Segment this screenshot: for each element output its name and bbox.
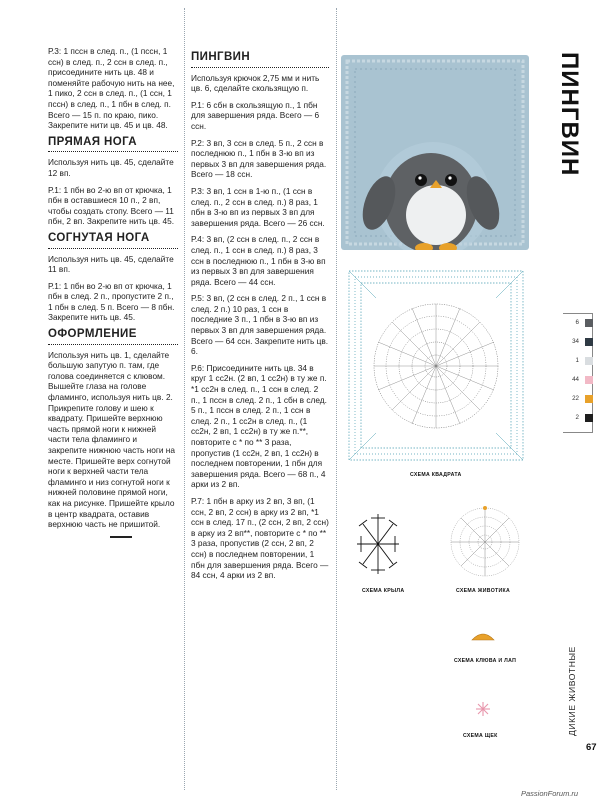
caption-square: СХЕМА КВАДРАТА xyxy=(410,472,462,478)
penguin-row-1: Р.1: 6 сбн в скользящую п., 1 пбн для завершения ряда. Всего — 6 ссн. xyxy=(191,99,320,131)
watermark: PassionForum.ru xyxy=(521,789,579,798)
section-label: ДИКИЕ ЖИВОТНЫЕ xyxy=(567,646,577,736)
penguin-row-4: Р.4: 3 вп, (2 ссн в след. п., 2 ссн в след. п., 1 ссн в след. п.) 8 раз, 3 ссн в последнюю п., 1 пбн в 3-ю вп из первых 3 вп для завершения ряда. Всего — 44 ссн. xyxy=(191,234,326,287)
legend-row: 6 xyxy=(563,317,613,329)
caption-cheek: СХЕМА ЩЕК xyxy=(463,733,498,739)
penguin-row-5: Р.5: 3 вп, (2 ссн в след. 2 п., 1 ссн в след. 2 п.) 10 раз, 1 ссн в последние 3 п., 1 пбн в 3-ю вп из первых 3 вп для завершения ряда. Всего — 64 ссн. Закрепите нить цв. 6. xyxy=(191,293,329,357)
swatch xyxy=(585,357,593,365)
square-chart xyxy=(346,268,526,463)
legend-row: 22 xyxy=(563,393,613,405)
penguin-row-2: Р.2: 3 вп, 3 ссн в след. 5 п., 2 ссн в последнюю п., 1 пбн в 3-ю вп из первых 3 вп для завершения ряда. Всего — 18 ссн. xyxy=(191,137,327,180)
heading-bent-leg: СОГНУТАЯ НОГА xyxy=(48,231,150,244)
finishing-p1: Используя нить цв. 1, сделайте большую запутую п. там, где голова соединяется с клювом. Вышейте глаза на голове фламинго, используя нить цв. 2. Прикрепите голову и шею к квадрату. Пришейте верхнюю часть прямой ноги к нижней части тела фламинго и закрепите нижнюю часть ноги на месте. Пришейте верх согнутой ноги к верхней части тела фламинго и низ согнутой ноги к нижней половине прямой ноги, как на рисунке. Пришейте крыло в центр квадрата, оставив верхнюю часть не пришитой. xyxy=(48,349,176,530)
page-number: 67 xyxy=(586,742,597,753)
straight-leg-p1: Используя нить цв. 45, сделайте 12 вп. xyxy=(48,157,174,178)
caption-belly: СХЕМА ЖИВОТИКА xyxy=(456,588,511,594)
legend-row: 2 xyxy=(563,412,613,424)
penguin-square-photo xyxy=(341,55,529,250)
penguin-intro: Используя крючок 2,75 мм и нить цв. 6, сделайте скользящую п. xyxy=(191,72,320,94)
cheek-chart xyxy=(474,700,492,718)
column-left xyxy=(48,46,178,538)
caption-wing: СХЕМА КРЫЛА xyxy=(362,588,405,594)
straight-leg-p2: Р.1: 1 пбн во 2-ю вп от крючка, 1 пбн в оставшиеся 10 п., 2 вп, чтобы создать стопу. Всего — 11 пбн, 2 вп. Закрепите нить цв. 45. xyxy=(48,184,175,227)
heading-penguin: ПИНГВИН xyxy=(191,51,251,63)
divider xyxy=(48,344,178,345)
col1-intro: Р.3: 1 пссн в след. п., (1 пссн, 1 ссн) в след. п., 2 ссн в след. п., присоедините нить цв. 48 и поменяйте рабочую нить на нее, 1 пико, 2 ссн в след. п., (1 ссн, 1 пссн) в след. п., 1 пбн в след. п. Всего — 15 п. по краю, пико. Закрепите нити цв. 45 и цв. 48. xyxy=(48,46,175,131)
wing-chart xyxy=(347,508,409,580)
end-mark xyxy=(110,536,132,538)
divider xyxy=(48,151,178,152)
legend-row: 1 xyxy=(563,355,613,367)
vertical-title: ПИНГВИН xyxy=(556,52,583,177)
heading-finishing: ОФОРМЛЕНИЕ xyxy=(48,328,137,341)
swatch xyxy=(585,338,593,346)
belly-chart xyxy=(446,502,524,580)
beak-chart xyxy=(470,630,496,642)
swatch xyxy=(585,376,593,384)
heading-straight-leg: ПРЯМАЯ НОГА xyxy=(48,135,138,148)
penguin-row-6: Р.6: Присоедините нить цв. 34 в круг 1 сс2н. (2 вп, 1 сс2н) в ту же п. *1 сс2н в след. п., 1 ссн в след. 2 п., 1 пссн в след. 2 п., 1 сбн в след. 5 п., 1 пссн в след. 2 п., 1 ссн в след. 2 п., 1 сс2н в след. п., (1 сс2н, 2 вп, 1 сс2н) в ту же п.**, повторите с * по ** 3 раза, пропустив (1 сс2н, 2 вп, 1 сс2н) в последнем повторении, 1 пбн для завершения ряда. Всего — 68 п., 4 арки из 2 вп. xyxy=(191,362,327,490)
column-middle xyxy=(191,52,329,587)
swatch xyxy=(585,414,593,422)
legend-row: 44 xyxy=(563,374,613,386)
penguin-row-7: Р.7: 1 пбн в арку из 2 вп, 3 вп, (1 ссн, 2 вп, 2 ссн) в арку из 2 вп, *1 ссн в след. 17 п., (2 ссн, 2 вп, 2 ссн) в арку из 2 вп**, повторите с * по ** 3 раза, пропустив (2 ссн, 2 вп, 2 ссн) в последнем повторении, 1 пбн для завершения ряда. Всего — 84 ссн, 4 арки из 2 вп. xyxy=(191,495,329,581)
swatch xyxy=(585,395,593,403)
bent-leg-p1: Используя нить цв. 45, сделайте 11 вп. xyxy=(48,253,174,275)
caption-beak: СХЕМА КЛЮВА И ЛАП xyxy=(454,658,517,664)
legend-row: 34 xyxy=(563,336,613,348)
swatch xyxy=(585,319,593,327)
divider xyxy=(191,67,329,68)
penguin-row-3: Р.3: 3 вп, 1 ссн в 1-ю п., (1 ссн в след. п., 2 ссн в след. п.) 8 раз, 1 пбн в 3-ю вп из первых 3 вп для завершения ряда. Всего — 26 ссн. xyxy=(191,185,325,228)
divider xyxy=(48,248,178,249)
color-legend xyxy=(563,313,593,433)
bent-leg-p2: Р.1: 1 пбн во 2-ю вп от крючка, 1 пбн в след. 2 п., пропустите 2 п., 1 пбн в след. 5 п. Всего — 8 пбн. Закрепите нить цв. 45. xyxy=(48,280,175,323)
